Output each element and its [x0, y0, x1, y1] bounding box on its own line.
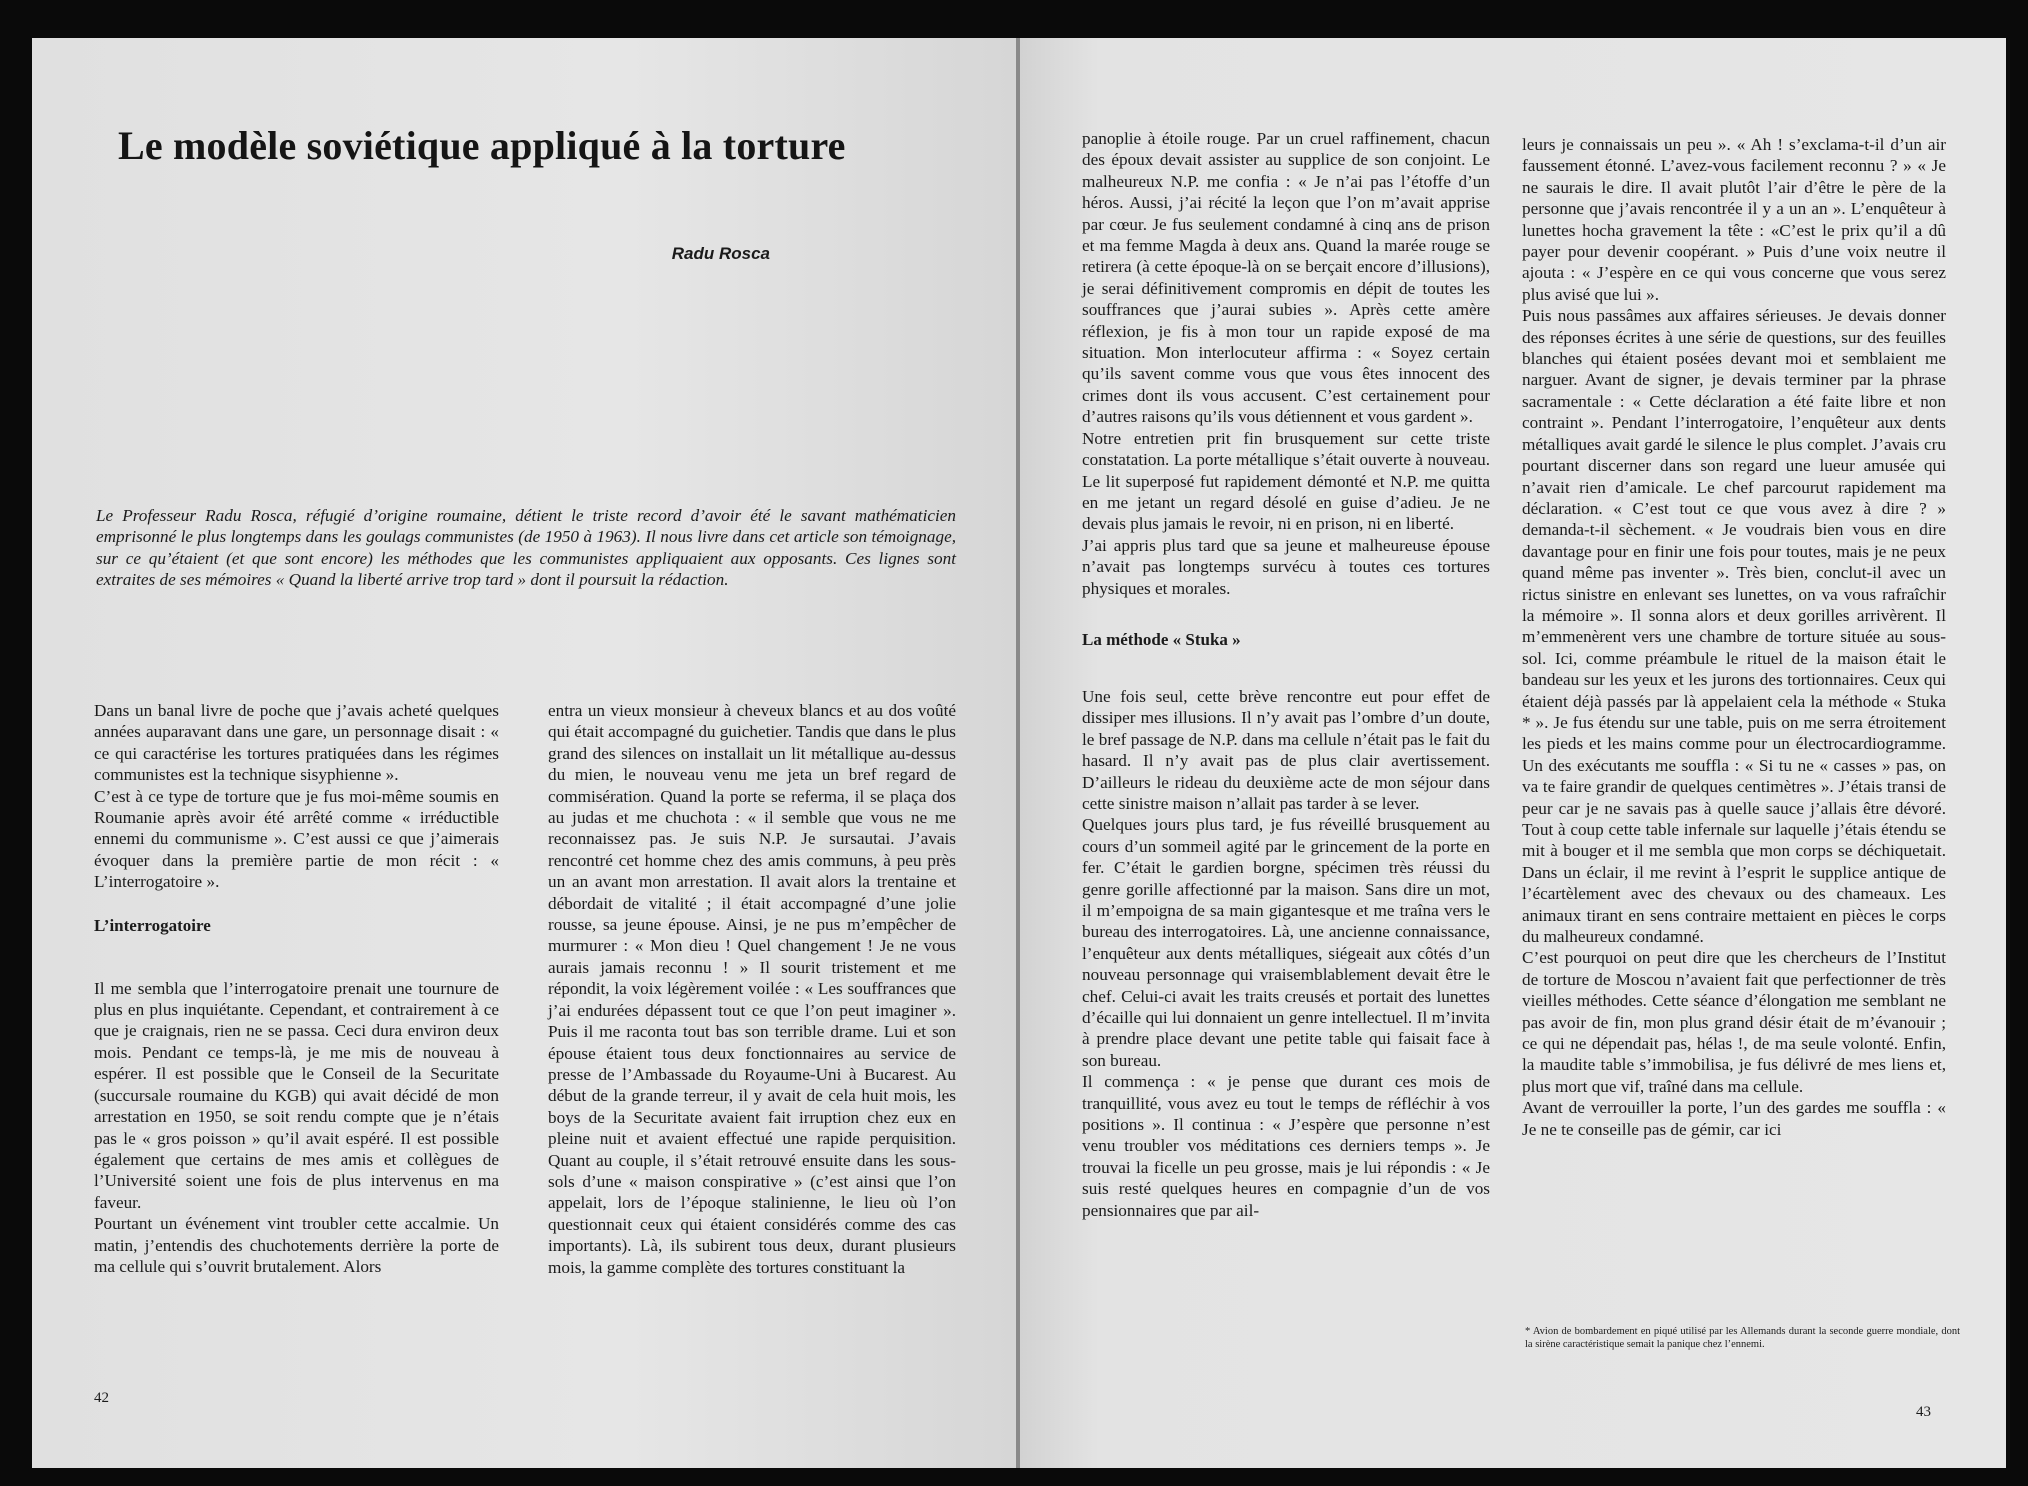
paragraph: Puis nous passâmes aux affaires sérieuses. Je devais donner des réponses écrites à une série de questions, sur des feuilles blanches qui étaient posées devant moi et semblaient me narguer. Avant de signer, je devais terminer par la phrase sacramentale : « Cette déclaration a été faite libre et non contraint ». Pendant l’interrogatoire, l’enquêteur aux dents métalliques avait gardé le silence le plus complet. J’avais cru pourtant discerner dans son regard une lueur amusée qui n’avait rien d’amicale. Le chef parcourut rapidement ma déclaration. « C’est tout ce que vous avez à dire ? » demanda-t-il sèchement. « Je voudrais bien vous en dire davantage pour en finir une fois pour toutes, mais je ne peux quand même pas inventer ». Très bien, conclut-il avec un rictus sinistre en enlevant ses lunettes, on va vous rafraîchir la mémoire ». Il sonna alors et deux gorilles arrivèrent. Il m’emmenèrent vers une chambre de torture située au sous-sol. Ici, comme préambule le rituel de la maison était le bandeau sur les yeux et les jurons des tortionnaires. Ceux qui étaient déjà passés par là appelaient cela la méthode « Stuka * ». Je fus étendu sur une table, puis on me serra étroitement les pieds et les mains comme pour un électrocardiogramme. Un des exécutants me souffla : « Si tu ne « casses » pas, on va te faire grandir de quelques centimètres ». J’étais transi de peur car je ne savais pas à quelle sauce j’allais être dévoré. Tout à coup cette table infernale sur laquelle j’étais étendu se mit à bouger et il me sembla que mon corps se déchiquetait. Dans un éclair, il me revint à l’esprit le supplice antique de l’écartèlement avec des chevaux ou des chameaux. Les animaux tirant en sens contraire mettaient en pièces le corps du malheureux condamné. [1522, 306, 1946, 947]
right-column-2 [1522, 134, 1946, 1140]
paragraph: Dans un banal livre de poche que j’avais acheté quelques années auparavant dans une gare, un personnage disait : « ce qui caractérise les tortures pratiquées dans les régimes communistes est la technique sisyphienne ». [94, 701, 499, 785]
right-column-1 [1082, 128, 1490, 1221]
paragraph: entra un vieux monsieur à cheveux blancs et au dos voûté qui était accompagné du guichetier. Tandis que dans le plus grand des silences on installait un lit métallique au-dessus du mien, le nouveau venu me jeta un bref regard de commisération. Quand la porte se referma, il se plaça dos au judas et me chuchota : « il semble que vous ne me reconnaissez pas. Je suis N.P. Je sursautai. J’avais rencontré cet homme chez des amis communs, à peu près un an avant mon arrestation. Il avait alors la trentaine et débordait de vitalité ; il était accompagné d’une jolie rousse, sa jeune épouse. Ainsi, je ne pus m’empêcher de murmurer : « Mon dieu ! Quel changement ! Je ne vous aurais jamais reconnu ! » Il sourit tristement et me répondit, la voix légèrement voilée : « Les souffrances que j’ai endurées dépassent tout ce que l’on peut imaginer ». Puis il me raconta tout bas son terrible drame. Lui et son épouse étaient tous deux fonctionnaires au service de presse de l’Ambassade du Royaume-Uni à Bucarest. Au début de la grande terreur, il y avait de cela huit mois, les boys de la Securitate avaient fait irruption chez eux en pleine nuit et avaient effectué une rapide perquisition. Quant au couple, il s’était retrouvé ensuite dans les sous-sols d’une « maison conspirative » (c’est ainsi que l’on appelait, lors de l’époque stalinienne, le lieu où l’on questionnait ceux qui étaient considérés comme des cas importants). Là, ils subirent tous deux, durant plusieurs mois, la gamme complète des tortures constituant la [548, 701, 956, 1277]
paragraph: Il commença : « je pense que durant ces mois de tranquillité, vous avez eu tout le temps de réfléchir à vos positions ». Il continua : « J’espère que personne n’est venu troubler vos méditations ces derniers temps ». Je trouvai la ficelle un peu grosse, mais je lui répondis : « Je suis resté quelques heures en compagnie d’un de vos pensionnaires que par ail- [1082, 1072, 1490, 1220]
page-number-left: 42 [94, 1390, 109, 1406]
paragraph: Une fois seul, cette brève rencontre eut pour effet de dissiper mes illusions. Il n’y avait pas l’ombre d’un doute, le bref passage de N.P. dans ma cellule n’était pas le fait du hasard. Il n’y avait pas de plus clair avertissement. D’ailleurs le rideau du deuxième acte de mon séjour dans cette sinistre maison n’allait pas tarder à se lever. [1082, 686, 1490, 813]
paragraph: panoplie à étoile rouge. Par un cruel raffinement, chacun des époux devait assister au supplice de son conjoint. Le malheureux N.P. me confia : « Je n’ai pas l’étoffe d’un héros. Aussi, j’ai récité la leçon que l’on m’avait apprise par cœur. Je fus seulement condamné à cinq ans de prison et ma femme Magda à deux ans. Quand la marée rouge se retirera (à cette époque-là on se berçait encore d’illusions), je serai définitivement compromis en dépit de toutes les souffrances que j’aurai subies ». Après cette amère réflexion, je fis à mon tour un rapide exposé de ma situation. Mon interlocuteur affirma : « Soyez certain qu’ils savent comme vous que vous êtes innocent des crimes dont ils vous accusent. C’est certainement pour d’autres raisons qu’ils vous détiennent et vous gardent ». [1082, 129, 1490, 427]
paragraph: Notre entretien prit fin brusquement sur cette triste constatation. La porte métallique s’était ouverte à nouveau. Le lit superposé fut rapidement démonté et N.P. me quitta en me jetant un regard désolé en guise d’adieu. Je ne devais plus jamais le revoir, ni en prison, ni en liberté. [1082, 428, 1490, 534]
footnote: * Avion de bombardement en piqué utilisé par les Allemands durant la seconde guerre mondiale, dont la sirène caractéristique semait la panique chez l’ennemi. [1525, 1326, 1960, 1350]
article-author: Radu Rosca [671, 244, 770, 263]
section-heading: L’interrogatoire [94, 915, 211, 935]
paragraph: J’ai appris plus tard que sa jeune et malheureuse épouse n’avait pas longtemps survécu à toutes ces tortures physiques et morales. [1082, 535, 1490, 598]
paragraph: Quelques jours plus tard, je fus réveillé brusquement au cours d’un sommeil agité par le grincement de la porte en fer. C’était le gardien borgne, spécimen très réussi du genre gorille affectionné par la maison. Sans dire un mot, il m’empoigna de sa main gigantesque et me traîna vers le bureau des interrogatoires. Là, une ancienne connaissance, l’enquêteur aux dents métalliques, siégeait aux côtés d’un nouveau personnage qui vraisemblablement devait être le chef. Celui-ci avait les traits creusés et portait des lunettes d’écaille qui lui donnaient un genre intellectuel. Il m’invita à prendre place devant une petite table qui faisait face à son bureau. [1082, 815, 1490, 1070]
article-intro: Le Professeur Radu Rosca, réfugié d’origine roumaine, détient le triste record d’avoir été le savant mathématicien emprisonné le plus longtemps dans les goulags communistes (de 1950 à 1963). Il nous livre dans cet article son témoignage, sur ce qu’étaient (et que sont encore) les méthodes que les communistes appliquaient aux opposants. Ces lignes sont extraites de ses mémoires « Quand la liberté arrive trop tard » dont il poursuit la rédaction. [96, 506, 956, 589]
paragraph: Avant de verrouiller la porte, l’un des gardes me souffla : « Je ne te conseille pas de gémir, car ici [1522, 1098, 1946, 1139]
left-column-2 [548, 700, 956, 1278]
paragraph: Il me sembla que l’interrogatoire prenait une tournure de plus en plus inquiétante. Cependant, et contrairement à ce que je craignais, rien ne se passa. Ceci dura environ deux mois. Pendant ce temps-là, je me mis de nouveau à espérer. Il est possible que le Conseil de la Securitate (succursale roumaine du KGB) qui avait décidé de mon arrestation en 1950, se soit rendu compte que je n’étais pas le « gros poisson » qu’il avait espéré. Il est possible également que certains de mes amis et collègues de l’Université soient une fois de plus intervenus en ma faveur. [94, 978, 499, 1212]
left-column-1 [94, 700, 499, 1277]
paragraph: C’est à ce type de torture que je fus moi-même soumis en Roumanie après avoir été arrêté comme « irréductible ennemi du communisme ». C’est aussi ce que j’aimerais évoquer dans la première partie de mon récit : « L’interrogatoire ». [94, 786, 499, 892]
section-heading: La méthode « Stuka » [1082, 629, 1241, 649]
article-title: Le modèle soviétique appliqué à la torture [118, 123, 846, 168]
paragraph: Pourtant un événement vint troubler cette accalmie. Un matin, j’entendis des chuchotements derrière la porte de ma cellule qui s’ouvrit brutalement. Alors [94, 1214, 499, 1276]
page-number-right: 43 [1916, 1404, 1931, 1420]
paragraph: C’est pourquoi on peut dire que les chercheurs de l’Institut de torture de Moscou n’avaient fait que perfectionner de très vieilles méthodes. Cette séance d’élongation me semblant ne pas avoir de fin, mon plus grand désir était de m’évanouir ; ce qui ne dépendait pas, hélas !, de ma seule volonté. Enfin, la maudite table s’immobilisa, je fus délivré de mes liens et, plus mort que vif, traîné dans ma cellule. [1522, 948, 1946, 1096]
paragraph: leurs je connaissais un peu ». « Ah ! s’exclama-t-il d’un air faussement étonné. L’avez-vous facilement reconnu ? » « Je ne saurais le dire. Il avait plutôt l’air d’être le père de la personne que j’avais rencontrée il y a un an ». L’enquêteur à lunettes hocha gravement la tête : «C’est le prix qu’il a dû payer pour devenir coopérant. » Puis d’une voix neutre il ajouta : « J’espère en ce qui vous concerne que vous serez plus avisé que lui ». [1522, 135, 1946, 304]
